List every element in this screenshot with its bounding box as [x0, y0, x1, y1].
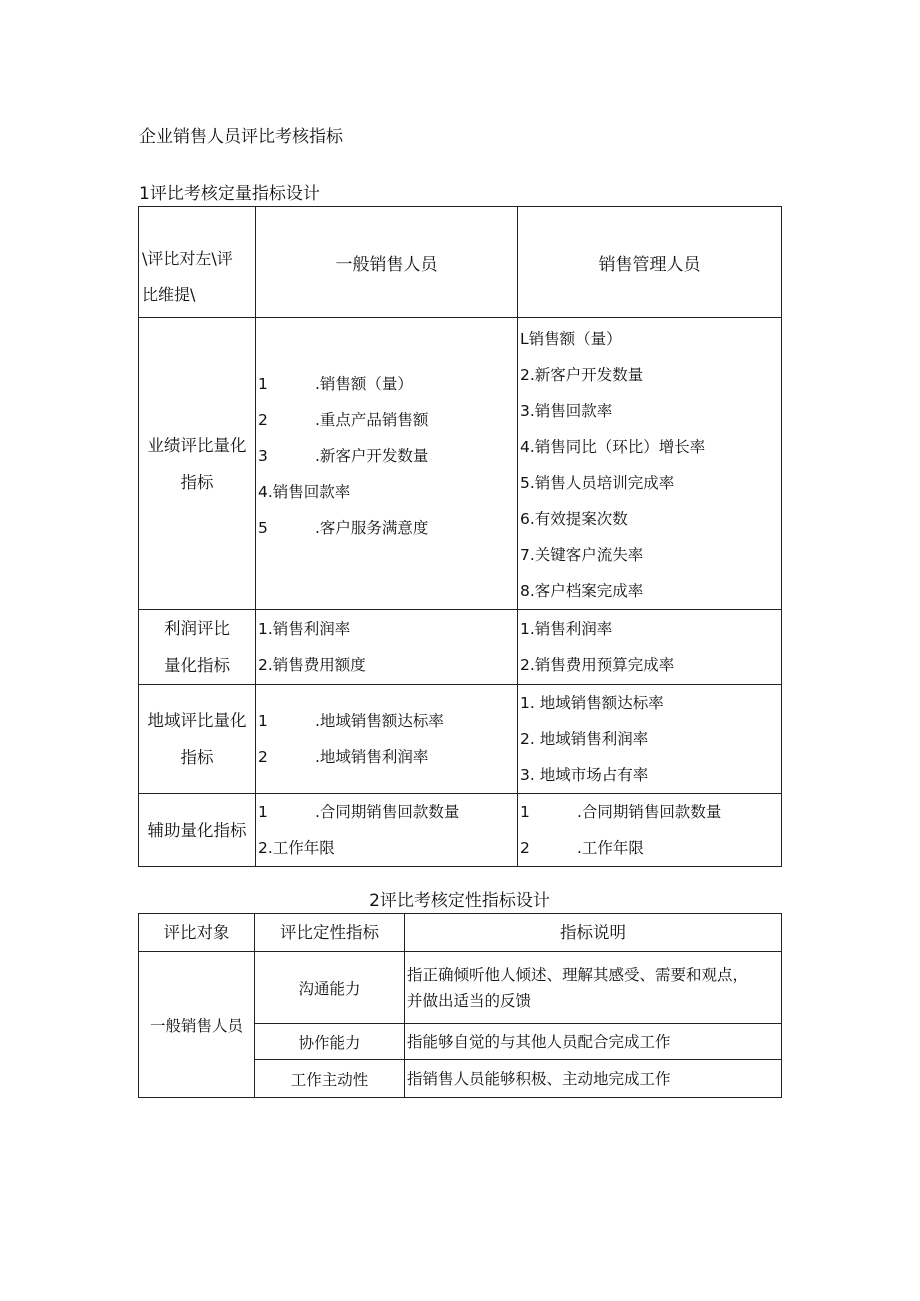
list-item: 2.销售费用额度 [258, 656, 366, 674]
list-item: 1 .合同期销售回款数量 [520, 803, 722, 821]
list-item: 1.销售利润率 [258, 620, 351, 638]
table-row [139, 685, 782, 794]
list-item: 5.销售人员培训完成率 [520, 474, 675, 492]
document-title: 企业销售人员评比考核指标 [139, 127, 343, 147]
row-label-line1: 地域评比量化 [147, 711, 247, 730]
general-profit-list [256, 610, 518, 685]
description-cell: 指能够自觉的与其他人员配合完成工作 [405, 1024, 782, 1060]
manager-performance-list [518, 318, 782, 610]
list-item: 2.工作年限 [258, 839, 335, 857]
list-item: 1 .销售额（量） [258, 375, 413, 393]
row-label-line1: 业绩评比量化 [147, 435, 247, 455]
table-row [139, 952, 782, 1024]
row-label-line2: 指标 [180, 472, 214, 492]
general-region-list [256, 685, 518, 794]
list-item: 1.销售利润率 [520, 620, 613, 638]
list-item: 3 .新客户开发数量 [258, 447, 429, 465]
table-header-row [139, 207, 782, 318]
list-item: 2. 地域销售利润率 [520, 730, 649, 748]
indicator-cell: 沟通能力 [255, 952, 405, 1024]
table-row [139, 318, 782, 610]
list-item: 1 .合同期销售回款数量 [258, 803, 460, 821]
row-label-line2: 量化指标 [164, 656, 230, 675]
diagonal-header-line1: \评比对左\评 [142, 249, 233, 268]
description-cell: 指销售人员能够积极、主动地完成工作 [405, 1060, 782, 1098]
diagonal-header-line2: 比维提\ [142, 285, 196, 304]
quantitative-indicator-table [138, 206, 782, 867]
table-row [139, 794, 782, 867]
list-item: 8.客户档案完成率 [520, 582, 644, 600]
table-row [139, 610, 782, 685]
section2-title: 2评比考核定性指标设计 [369, 891, 550, 911]
description-line1: 指正确倾听他人倾述、理解其感受、需要和观点， [407, 965, 749, 984]
list-item: 6.有效提案次数 [520, 510, 628, 528]
general-performance-list [256, 318, 518, 610]
section1-title: 1评比考核定量指标设计 [139, 184, 320, 204]
manager-region-list [518, 685, 782, 794]
row-label-line1: 利润评比 [164, 619, 230, 638]
indicator-cell: 工作主动性 [255, 1060, 405, 1098]
list-item: 3.销售回款率 [520, 402, 613, 420]
row-label-performance [139, 318, 256, 610]
list-item: 7.关键客户流失率 [520, 546, 644, 564]
list-item: 1. 地域销售额达标率 [520, 694, 664, 712]
manager-profit-list [518, 610, 782, 685]
list-item: 4.销售同比（环比）增长率 [520, 438, 706, 456]
list-item: 2.新客户开发数量 [520, 366, 644, 384]
general-auxiliary-list [256, 794, 518, 867]
qualitative-indicator-table [138, 913, 782, 1098]
column-header-manager: 销售管理人员 [518, 207, 782, 318]
row-label-line2: 指标 [180, 748, 214, 767]
list-item: 3. 地域市场占有率 [520, 766, 649, 784]
row-label-auxiliary: 辅助量化指标 [139, 794, 256, 867]
manager-auxiliary-list [518, 794, 782, 867]
row-label-region [139, 685, 256, 794]
column-header-general: 一般销售人员 [256, 207, 518, 318]
indicator-cell: 协作能力 [255, 1024, 405, 1060]
list-item: L销售额（量） [520, 330, 622, 348]
list-item: 2 .地域销售利润率 [258, 748, 429, 766]
list-item: 2.销售费用预算完成率 [520, 656, 675, 674]
list-item: 4.销售回款率 [258, 483, 351, 501]
header-description: 指标说明 [405, 914, 782, 952]
diagonal-header-cell [139, 207, 256, 318]
list-item: 2 .工作年限 [520, 839, 644, 857]
header-object: 评比对象 [139, 914, 255, 952]
object-cell: 一般销售人员 [139, 952, 255, 1098]
description-line2: 并做出适当的反馈 [407, 991, 532, 1010]
header-indicator: 评比定性指标 [255, 914, 405, 952]
list-item: 5 .客户服务满意度 [258, 519, 429, 537]
list-item: 2 .重点产品销售额 [258, 411, 429, 429]
table-header-row [139, 914, 782, 952]
row-label-profit [139, 610, 256, 685]
description-cell [405, 952, 782, 1024]
list-item: 1 .地域销售额达标率 [258, 712, 444, 730]
